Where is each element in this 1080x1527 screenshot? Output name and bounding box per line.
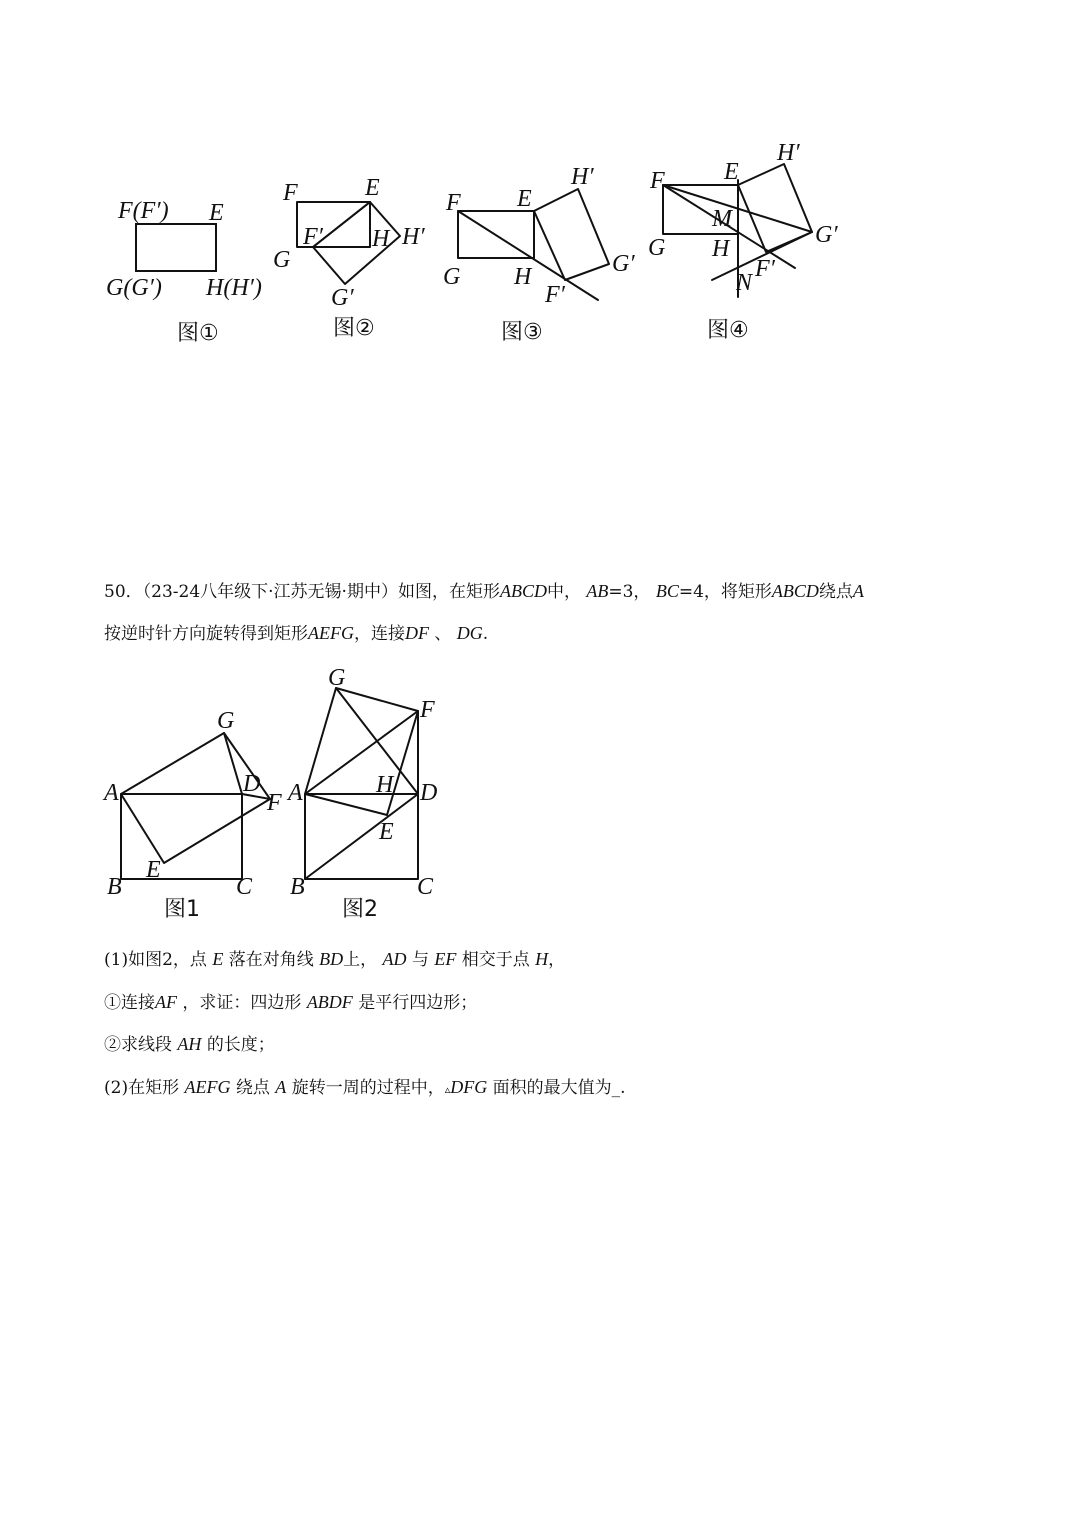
label-H-prime: H′ [777, 140, 800, 166]
label-F-prime: F′ [755, 256, 775, 282]
rectangle-efgh [136, 224, 216, 271]
label-A: A [288, 780, 303, 806]
label-E: E [146, 857, 161, 883]
label-B: B [107, 874, 122, 900]
problem-stem-line-2: 按逆时针方向旋转得到矩形AEFG，连接DF 、 DG. [104, 623, 489, 644]
label-H: H [376, 772, 394, 798]
label-G-prime: G′ [815, 222, 838, 248]
label-G: G [648, 235, 666, 261]
diagonal-bd [305, 794, 418, 879]
label-E: E [379, 819, 394, 845]
label-G: G [217, 708, 235, 734]
answer-blank: _ [611, 1078, 621, 1098]
label-E: E [724, 159, 739, 185]
figure-3 [443, 164, 635, 345]
label-G: G(G′) [106, 275, 162, 301]
label-M: M [712, 206, 732, 232]
label-F: F [283, 180, 298, 206]
label-B: B [290, 874, 305, 900]
question-2: (2)在矩形 AEFG 绕点 A 旋转一周的过程中，▵DFG 面积的最大值为_. [104, 1077, 626, 1098]
figure-1 [102, 708, 282, 922]
label-H-prime: H′ [402, 224, 425, 250]
problem-stem-line-1: 50．（23-24八年级下·江苏无锡·期中）如图，在矩形ABCD中， AB=3， BC=4，将矩形ABCD绕点A [104, 581, 864, 602]
label-C: C [417, 874, 434, 900]
figure-caption: 图1 [164, 897, 200, 922]
label-D: D [243, 771, 261, 797]
label-F-prime: F′ [545, 282, 565, 308]
figure-2 [273, 175, 425, 341]
problem-number: 50． [104, 582, 143, 602]
label-F: F [650, 168, 665, 194]
label-C: C [236, 874, 253, 900]
problem-source: （23-24八年级下·江苏无锡·期中） [142, 582, 398, 602]
label-G: G [443, 264, 461, 290]
top-figures [0, 0, 1080, 360]
label-H: H(H′) [206, 275, 262, 301]
label-F: F [267, 790, 282, 816]
label-H: H [712, 236, 730, 262]
label-A: A [104, 780, 119, 806]
figure-caption: 图2 [342, 897, 378, 922]
label-D: D [420, 780, 438, 806]
question-1: (1)如图2，点 E 落在对角线 BD上， AD 与 EF 相交于点 H， [104, 949, 566, 970]
rectangle-abcd [121, 794, 242, 879]
label-F-prime: F′ [303, 224, 323, 250]
label-F: F [446, 190, 461, 216]
question-1b: ②求线段 AH 的长度； [104, 1034, 275, 1055]
figure-caption: 图② [333, 316, 375, 341]
segment-af [305, 711, 418, 794]
figure-1 [106, 198, 262, 346]
label-E: E [209, 200, 224, 226]
figure-caption: 图① [177, 321, 219, 346]
label-G-prime: G′ [331, 285, 354, 311]
label-G: G [328, 665, 346, 691]
label-H: H [372, 226, 390, 252]
label-H: H [514, 264, 532, 290]
label-H-prime: H′ [571, 164, 594, 190]
label-F: F(F′) [118, 198, 169, 224]
figure-2 [286, 665, 437, 922]
question-1a: ①连接AF ，求证：四边形 ABDF 是平行四边形； [104, 992, 478, 1013]
figure-4 [648, 140, 838, 343]
figure-caption: 图④ [707, 318, 749, 343]
label-G: G [273, 247, 291, 273]
segment-dg [224, 733, 242, 794]
label-G-prime: G′ [612, 251, 635, 277]
figure-caption: 图③ [501, 320, 543, 345]
problem-figures [0, 660, 1080, 930]
label-E: E [517, 186, 532, 212]
triangle-symbol: ▵ [444, 1083, 451, 1096]
label-E: E [365, 175, 380, 201]
label-F: F [420, 697, 435, 723]
label-N: N [736, 270, 753, 296]
rectangle-aefg [121, 733, 270, 863]
